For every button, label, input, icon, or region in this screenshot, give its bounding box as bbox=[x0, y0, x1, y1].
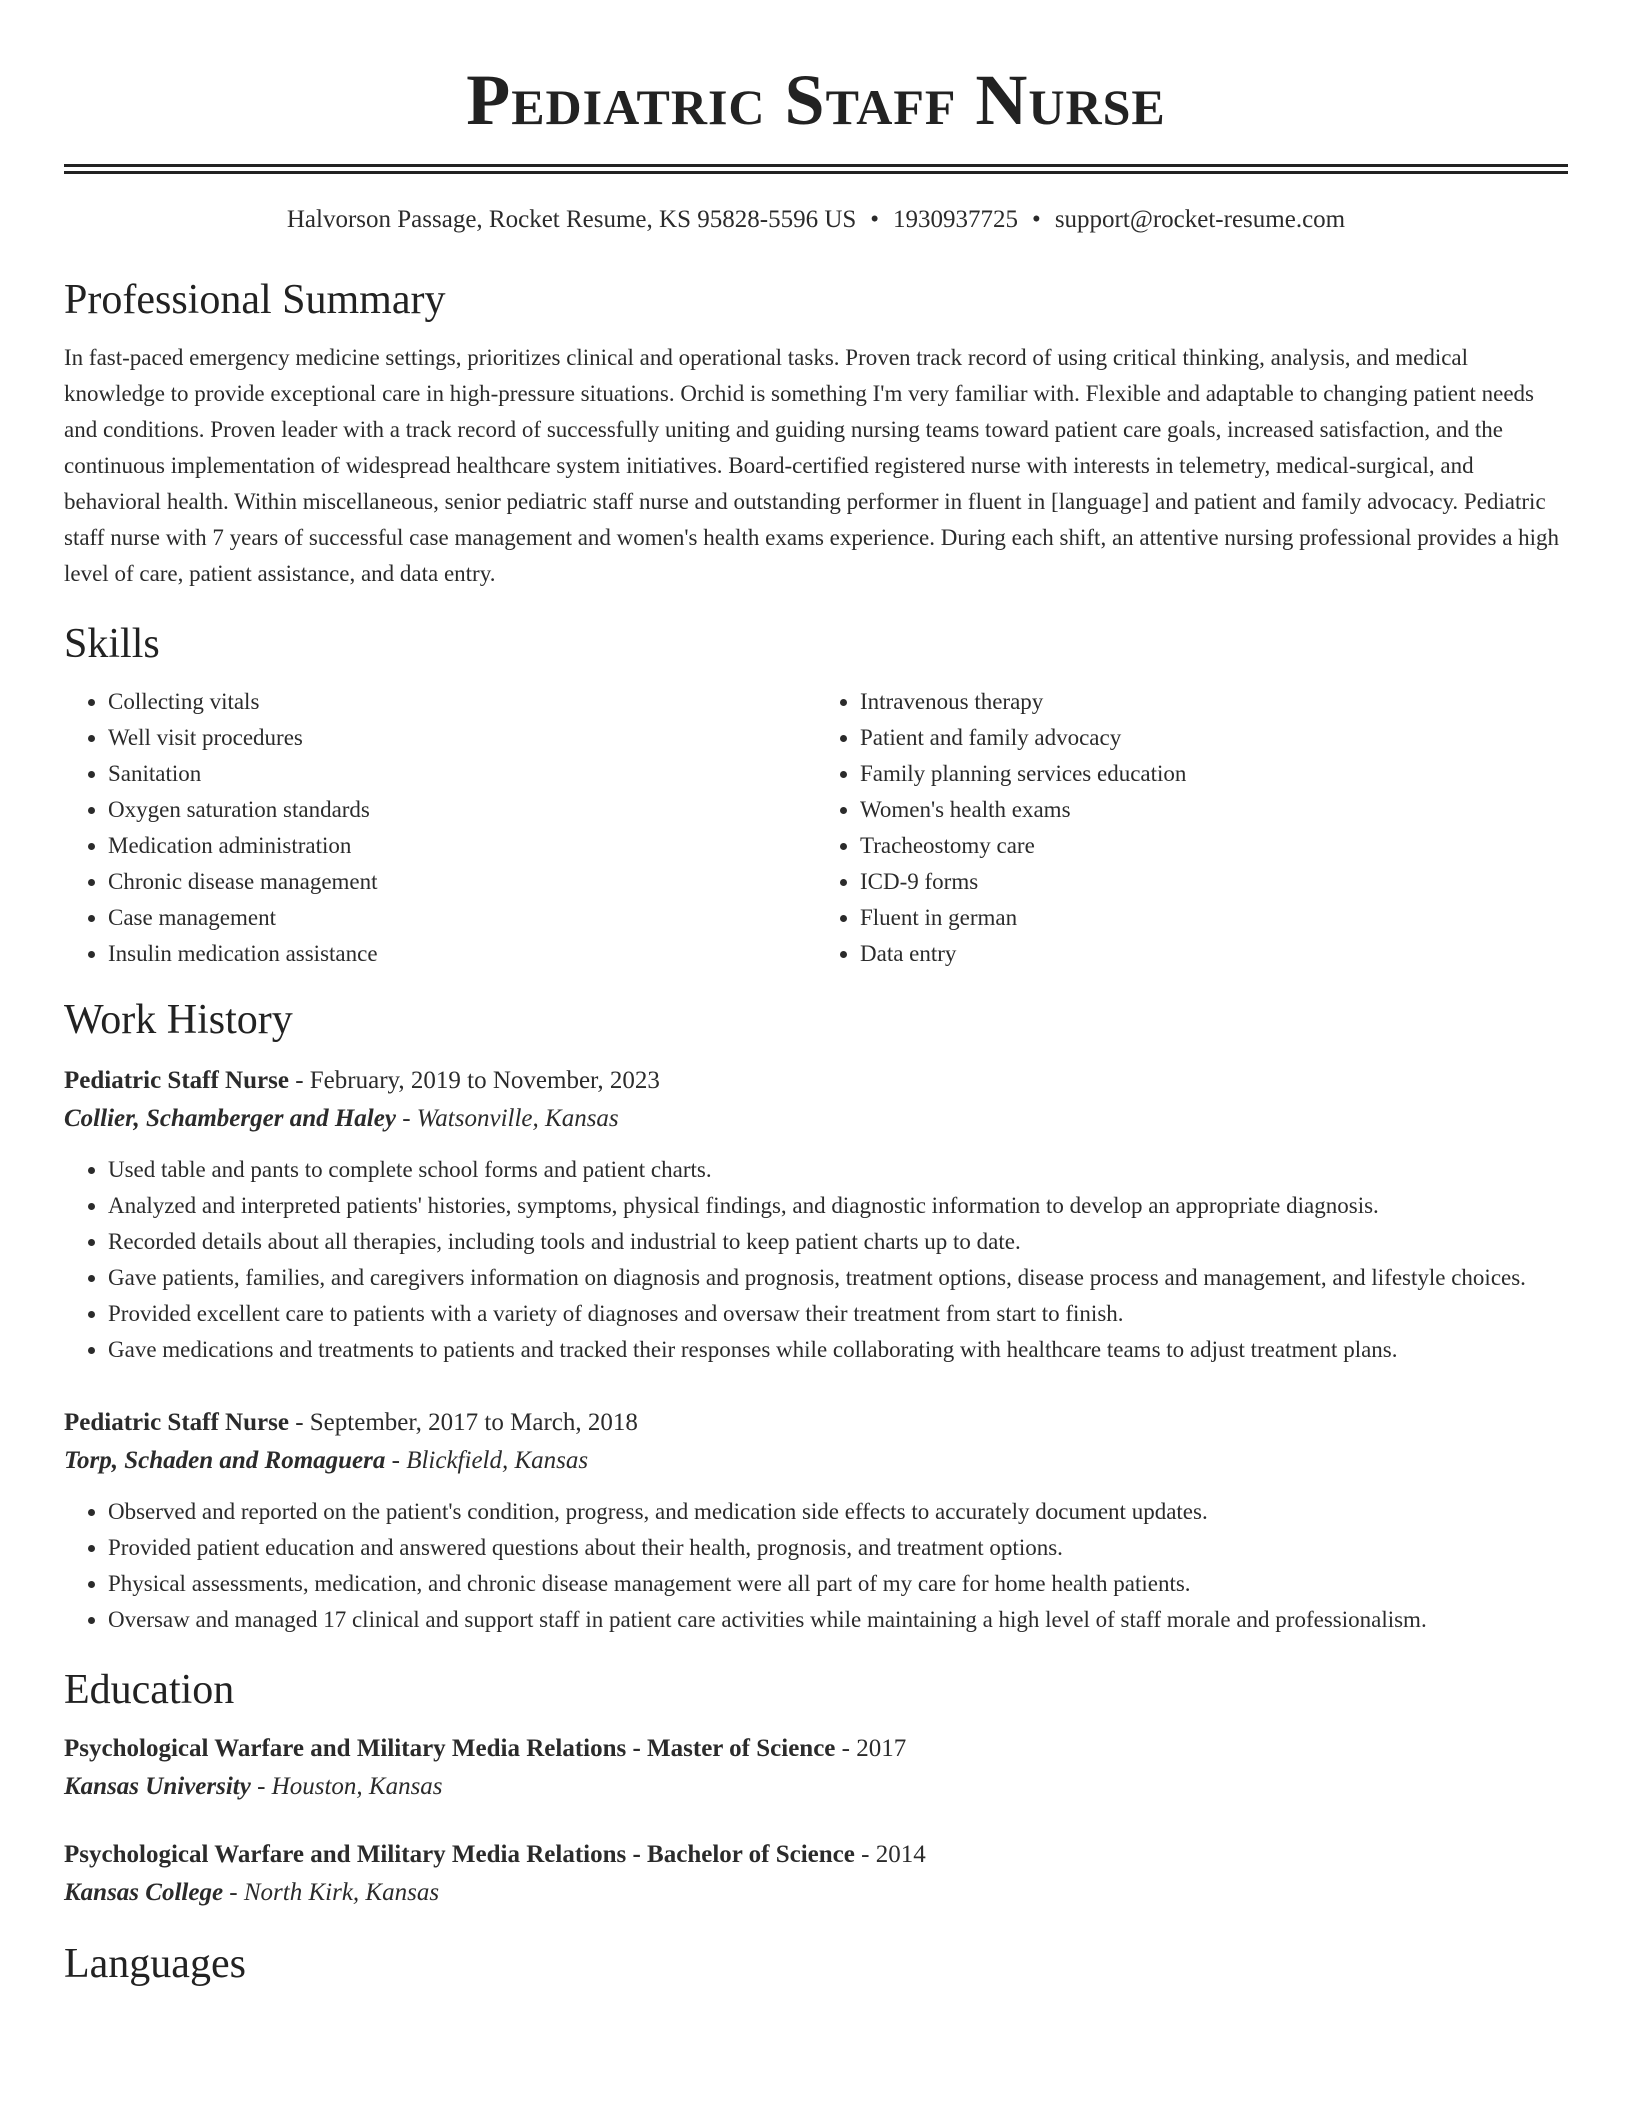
skill-item: • Data entry bbox=[860, 936, 1568, 972]
skill-item: • Medication administration bbox=[108, 828, 816, 864]
skill-item: • ICD-9 forms bbox=[860, 864, 1568, 900]
job-bullet: • Analyzed and interpreted patients' histories, symptoms, physical findings, and diagnostic information to develop an appropriate diagnosis. bbox=[108, 1188, 1568, 1224]
job-dates: - September, 2017 to March, 2018 bbox=[288, 1409, 638, 1436]
education-school-line bbox=[64, 1874, 1568, 1912]
job-title: Pediatric Staff Nurse bbox=[64, 1409, 289, 1436]
skill-item: • Women's health exams bbox=[860, 792, 1568, 828]
contact-separator: • bbox=[870, 206, 880, 233]
education-degree-line bbox=[64, 1836, 1568, 1874]
title-double-rule bbox=[64, 164, 1568, 174]
skill-item: • Collecting vitals bbox=[108, 684, 816, 720]
skill-item: • Tracheostomy care bbox=[860, 828, 1568, 864]
contact-phone: 1930937725 bbox=[893, 206, 1019, 233]
section-heading-skills: Skills bbox=[64, 621, 160, 667]
job-employer-line bbox=[64, 1100, 1568, 1138]
skill-item: • Oxygen saturation standards bbox=[108, 792, 816, 828]
section-heading-languages: Languages bbox=[64, 1941, 246, 1987]
education-degree: Psychological Warfare and Military Media Relations - Master of Science bbox=[64, 1735, 836, 1762]
contact-line bbox=[64, 202, 1568, 238]
job-bullet: • Provided excellent care to patients with a variety of diagnoses and oversaw their treatment from start to finish. bbox=[108, 1296, 1568, 1332]
job-bullet: • Recorded details about all therapies, including tools and industrial to keep patient charts up to date. bbox=[108, 1224, 1568, 1260]
job-company: Collier, Schamberger and Haley bbox=[64, 1105, 396, 1132]
section-heading-summary: Professional Summary bbox=[64, 277, 446, 323]
education-entry bbox=[64, 1730, 1568, 1806]
education-location: - Houston, Kansas bbox=[250, 1773, 443, 1800]
summary-paragraph: In fast-paced emergency medicine settings, prioritizes clinical and operational tasks. Proven track record of using critical thinking, analysis, and medical knowledge to provide exceptional care in high-pressure situations. Orchid is something I'm very familiar with. Flexible and adaptable to changing patient needs and conditions. Proven leader with a track record of successfully uniting and guiding nursing teams toward patient care goals, increased satisfaction, and the continuous implementation of widespread healthcare system initiatives. Board-certified registered nurse with interests in telemetry, medical-surgical, and behavioral health. Within miscellaneous, senior pediatric staff nurse and outstanding performer in fluent in [language] and patient and family advocacy. Pediatric staff nurse with 7 years of successful case management and women's health exams experience. During each shift, an attentive nursing professional provides a high level of care, patient assistance, and data entry. bbox=[64, 345, 1560, 586]
job-entry bbox=[64, 1404, 1568, 1638]
job-location: - Blickfield, Kansas bbox=[385, 1447, 589, 1474]
education-year: - 2014 bbox=[854, 1841, 926, 1868]
job-bullet: • Physical assessments, medication, and chronic disease management were all part of my care for home health patients. bbox=[108, 1566, 1568, 1602]
job-title: Pediatric Staff Nurse bbox=[64, 1067, 289, 1094]
section-heading-education: Education bbox=[64, 1667, 235, 1713]
skill-item: • Well visit procedures bbox=[108, 720, 816, 756]
job-responsibilities bbox=[64, 1494, 1568, 1638]
skill-item: • Insulin medication assistance bbox=[108, 936, 816, 972]
skill-item: • Family planning services education bbox=[860, 756, 1568, 792]
education-degree: Psychological Warfare and Military Media Relations - Bachelor of Science bbox=[64, 1841, 855, 1868]
job-bullet: • Oversaw and managed 17 clinical and support staff in patient care activities while maintaining a high level of staff morale and professionalism. bbox=[108, 1602, 1568, 1638]
education-entry bbox=[64, 1836, 1568, 1912]
education-location: - North Kirk, Kansas bbox=[223, 1879, 440, 1906]
job-bullet: • Provided patient education and answered questions about their health, prognosis, and treatment options. bbox=[108, 1530, 1568, 1566]
job-bullet: • Observed and reported on the patient's condition, progress, and medication side effects to accurately document updates. bbox=[108, 1494, 1568, 1530]
education-degree-line bbox=[64, 1730, 1568, 1768]
job-bullet: • Gave patients, families, and caregivers information on diagnosis and prognosis, treatment options, disease process and management, and lifestyle choices. bbox=[108, 1260, 1568, 1296]
skill-item: • Fluent in german bbox=[860, 900, 1568, 936]
job-bullet: • Used table and pants to complete school forms and patient charts. bbox=[108, 1152, 1568, 1188]
skills-list-right bbox=[816, 684, 1568, 972]
skill-item: • Sanitation bbox=[108, 756, 816, 792]
education-year: - 2017 bbox=[835, 1735, 907, 1762]
job-bullet: • Gave medications and treatments to patients and tracked their responses while collaborating with healthcare teams to adjust treatment plans. bbox=[108, 1332, 1568, 1368]
skill-item: • Chronic disease management bbox=[108, 864, 816, 900]
contact-address: Halvorson Passage, Rocket Resume, KS 95828-5596 US bbox=[286, 206, 857, 233]
job-responsibilities bbox=[64, 1152, 1568, 1368]
job-entry bbox=[64, 1062, 1568, 1368]
education-school: Kansas University bbox=[64, 1773, 251, 1800]
job-heading bbox=[64, 1062, 1568, 1100]
education-school: Kansas College bbox=[64, 1879, 224, 1906]
skills-list-left bbox=[64, 684, 816, 972]
skill-item: • Intravenous therapy bbox=[860, 684, 1568, 720]
resume-title: Pediatric Staff Nurse bbox=[466, 60, 1166, 140]
job-location: - Watsonville, Kansas bbox=[395, 1105, 619, 1132]
contact-email: support@rocket-resume.com bbox=[1054, 206, 1346, 233]
skills-grid bbox=[64, 684, 1568, 972]
job-heading bbox=[64, 1404, 1568, 1442]
job-dates: - February, 2019 to November, 2023 bbox=[288, 1067, 660, 1094]
contact-separator: • bbox=[1032, 206, 1041, 233]
job-company: Torp, Schaden and Romaguera bbox=[64, 1447, 386, 1474]
education-school-line bbox=[64, 1768, 1568, 1806]
skill-item: • Patient and family advocacy bbox=[860, 720, 1568, 756]
skill-item: • Case management bbox=[108, 900, 816, 936]
section-heading-work-history: Work History bbox=[64, 997, 293, 1043]
job-employer-line bbox=[64, 1442, 1568, 1480]
